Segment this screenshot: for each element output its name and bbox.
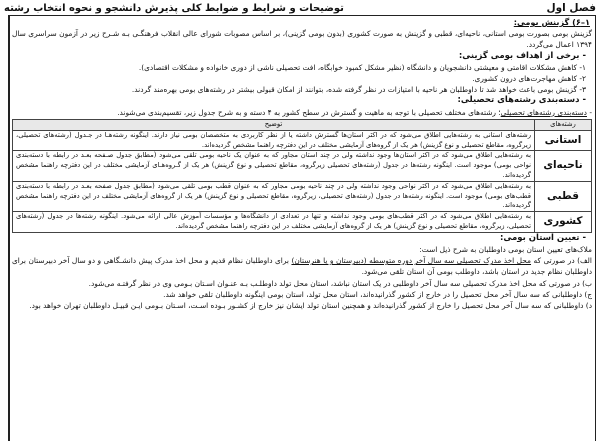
province-item-text: الف) در صورتی که bbox=[531, 256, 592, 266]
page-header-title: توضیحات و شرایط و ضوابط کلی پذیرش دانشجو و نحوه انتخاب رشته bbox=[4, 2, 344, 14]
table-header-row bbox=[13, 119, 592, 130]
categories-table bbox=[12, 119, 592, 233]
categorization-heading: - دسته‌بندی رشته‌های تحصیلی: bbox=[457, 95, 586, 106]
chapter-label: فصل اول bbox=[546, 2, 596, 14]
category-cell: کشوری bbox=[535, 212, 592, 233]
header-category: رشته‌های bbox=[535, 119, 592, 130]
category-cell: قطبی bbox=[535, 181, 592, 211]
goal-item: ۳- گزینش بومی باعث خواهد شد تا داوطلبان هر ناحیه با امتیازات در نظر گرفته شده، بتوانند از امکان قبولی بیشتر در رشته‌های بومی بهره‌مند گردند. bbox=[131, 85, 586, 95]
province-item-underlined: محل اخذ مدرک تحصیلی سه سال آخر دوره متوسطه (دبیرستان و یا هنرستان) bbox=[291, 256, 532, 266]
table-row bbox=[13, 130, 592, 151]
categorization-intro: - دسته‌بندی رشته‌های تحصیلی؛ رشته‌های مختلف تحصیلی با توجه به ماهیت و گسترش در سطح کشور به ۴ دسته و به شرح جدول زیر، تقسیم‌بندی می‌شوند. bbox=[117, 107, 592, 117]
description-cell: رشته‌های استانی به رشته‌هایی اطلاق می‌شود که در اکثر استان‌ها گسترش داشته یا از نظر کاربردی به متخصصان بومی نیاز دارند. اینگونه رشته‌هـا در جـدول (رشته‌های تحصیلی، زیرگروه، مقاطع تحصیلی و نوع گزینش) هر یک از گروه‌های آزمایشی مختلف در این دفترچه راهنما مشخص گردیده‌اند. bbox=[13, 130, 535, 151]
content-body bbox=[12, 17, 592, 311]
province-item bbox=[12, 255, 592, 277]
page-header bbox=[0, 0, 600, 15]
description-cell: به رشته‌هایی اطلاق می‌شود که در اکثر قطب‌های بومی وجود نداشته و تنها در تعدادی از دانشگاه‌ها و مؤسسات آموزش عالی ارائه می‌شود. اینگونه رشته‌ها در جدول (رشته‌های تحصیلی، زیرگروه، مقاطع تحصیلی و نوع گزینش) هر یک از گروه‌های آزمایشی مختلف در این دفترچه راهنما مشخص گردیده‌اند. bbox=[13, 212, 535, 233]
description-cell: به رشته‌هایی اطلاق می‌شود که در اکثر استان‌ها وجود نداشته ولی در چند استان مجاور که به عنوان یک ناحیه بومی تلقی می‌شود (مطابق جدول صـفحه بعـد در رابطه با دسته‌بندی نواحی بومی) موجود است. اینگونه رشته‌ها در جدول (رشته‌های تحصیلی زیرگروه، مقاطع تحصیلی و نوع گزینش) هر یک از گـروه‌هـای آزمایشی مختلف در این دفترچه راهنما مشخص گردیده‌اند. bbox=[13, 151, 535, 181]
goal-item: ۱- کاهش مشکلات اقامتی و معیشتی دانشجویان و دانشگاه (نظیر مشکل کمبود خوابگاه، افت تحصیلی ناشی از دوری خانواده و مشکلات اقتصادی). bbox=[138, 62, 586, 72]
province-item-rest: برای داوطلبان نظام قدیم و محل اخذ مدرک پیش دانشـگاهی و دو سال آخر دبیرستان برای داوطلبان نظام جدید در استان باشد، داوطلب بومی آن استان تلقی می‌شود. bbox=[12, 256, 592, 277]
table-row bbox=[13, 212, 592, 233]
categorization-intro-label: دسته‌بندی رشته‌های تحصیلی bbox=[500, 107, 587, 117]
goal-item: ۲- کاهش مهاجرت‌های درون کشوری. bbox=[472, 74, 586, 84]
categorization-intro-text: ؛ رشته‌های مختلف تحصیلی با توجه به ماهیت و گسترش در سطح کشور به ۴ دسته و به شرح جدول زیر، تقسیم‌بندی می‌شوند. bbox=[117, 107, 501, 117]
province-heading: - تعیین استان بومی: bbox=[500, 232, 586, 243]
section-intro: گزینش بومی بصورت بومی استانی، ناحیه‌ای، قطبی و گزینش به صورت کشوری (بدون بومی گزینی)، بر اساس مصوبات شورای عالی انقلاب فرهنگـی بـه شـرح زیر در آزمون سراسری سال ۱۳۹۴ اعمال می‌گردد. bbox=[12, 29, 592, 50]
province-item: ج) داوطلبانی که سه سال آخر محل تحصیل را در خارج از کشور گذرانیده‌اند، استان محل تولد، استان بومی اینگونه داوطلبان تلقی خواهد شد. bbox=[163, 289, 592, 299]
province-intro: ملاک‌های تعیین استان بومی داوطلبان به شرح ذیل است: bbox=[419, 245, 592, 254]
category-cell: استانی bbox=[535, 130, 592, 151]
section-title: ۱–۶) گزینش بومی: bbox=[513, 17, 590, 27]
category-cell: ناحیه‌ای bbox=[535, 151, 592, 181]
province-item: ب) در صورتی که محل اخذ مدرک تحصیلی سه سال آخر داوطلبی در یک استان نباشد، استان محل تولد داوطلـب بـه عنـوان اسـتان بـومی وی در نظر گرفتـه می‌شود. bbox=[88, 278, 592, 288]
description-cell: به رشته‌هایی اطلاق می‌شود که در اکثر نواحی وجود نداشته ولی در چند ناحیه بومی مجاور که به عنوان قطب بومی تلقی می‌شود (مطابق جدول صفحه بعـد در رابطه با دسته‌بندی قطب‌های بومی) موجود است. اینگونه رشته‌ها در جدول (رشته‌های تحصیلی، زیرگروه، مقاطع تحصیلی و نوع گزینش) هر یک از گروه‌های آزمایشی مختلف در این دفترچه راهنما مشخص گردیده‌اند. bbox=[13, 181, 535, 211]
table-row bbox=[13, 151, 592, 181]
table-row bbox=[13, 181, 592, 211]
header-description: توضیح bbox=[13, 119, 535, 130]
goals-heading: - برخی از اهداف بومی گزینی: bbox=[458, 50, 586, 61]
province-item: د) داوطلبانی که سه سال آخر محل تحصیل را خارج از کشور گذرانیده‌اند و همچنین استان تولد ایشان نیز خارج از کشـور بـوده اسـت، اسـتان بـومی ایـن قبیـل داوطلبان تهران خواهد بود. bbox=[29, 301, 592, 311]
